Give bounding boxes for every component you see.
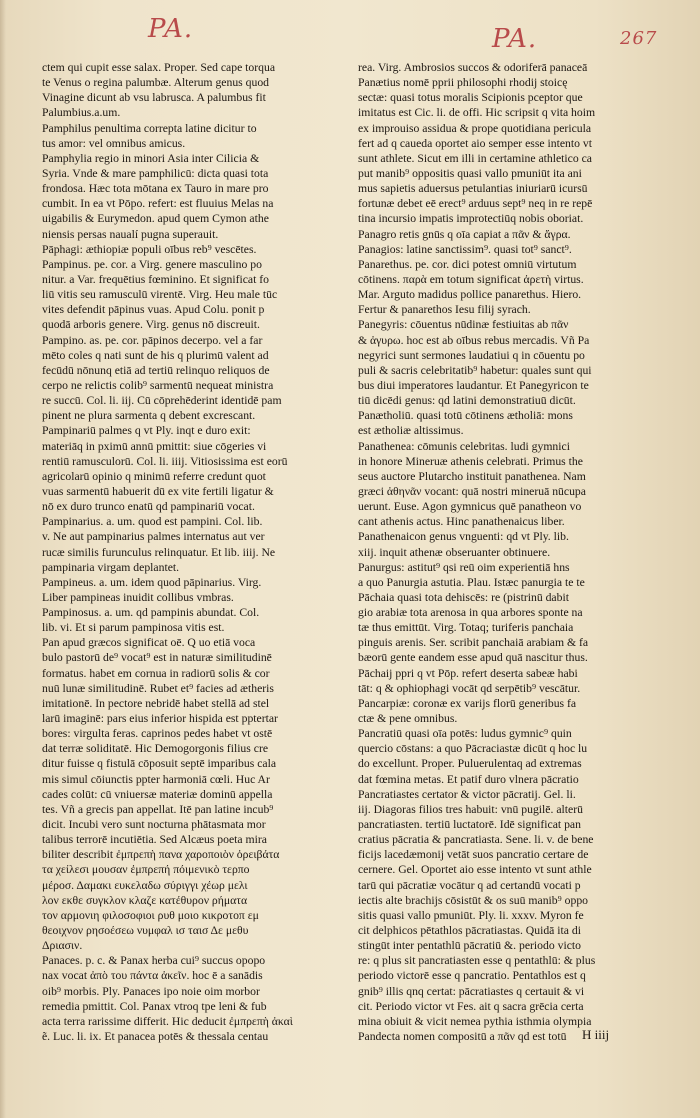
text-line: vites defendit pāpinus vuas. Apud Colu. ponit p [42, 303, 265, 317]
text-line: do excellunt. Proper. Puluerulentaq ad extremas [358, 757, 582, 771]
text-line: Δριασιν. [42, 939, 83, 953]
text-line: agricolarū opinio q minimū referre credunt quot [42, 469, 266, 483]
text-line: fert ad q caueda oportet aio semper esse intento vt [358, 136, 592, 150]
text-line: periodo victorē esse q pancratio. Pentathlos est q [358, 969, 586, 983]
text-line: puli & sacris celebritatib⁹ habetur: quales sunt qui [358, 363, 592, 377]
text-line: tina incursio impatis improtectiūq nobis oboriat. [358, 212, 584, 226]
text-line: Liber pampineas inuidit collibus vmbras. [42, 590, 234, 604]
text-line: est ætholiæ altissimus. [358, 424, 464, 438]
text-line: fortunæ debet eē erect⁹ arduus sept⁹ neq in re repē [358, 197, 593, 211]
text-line: Panagro retis gnūs q oīa capiat a πᾶν & ἄγρα. [358, 227, 571, 241]
text-line: rea. Virg. Ambrosios succos & odoriferā panaceā [358, 61, 588, 74]
text-line: bus diui imperatores laudantur. Et Panegyricon te [358, 378, 589, 392]
text-line: mina obiuit & vicit nemea pythia isthmia olympia [358, 1014, 592, 1028]
text-line: mēto coles q nati sunt de his q plurimū valent ad [42, 348, 269, 362]
text-line: larū imaginē: pars eius inferior hispida est pptertar [42, 712, 278, 726]
text-line: materiāq in pximū annū pmittit: siue cōgeries vi [42, 439, 267, 453]
text-line: mis simul cōiunctis ppter harmoniā cœli. Huc Ar [42, 772, 270, 786]
text-line: Pandecta nomen compositū a πᾶν qd est totū [358, 1030, 567, 1043]
text-line: cit. Periodo victor vt Fes. ait q sacra grēcia certa [358, 999, 584, 1013]
text-line: bores: virgulta feras. caprinos pedes habet vt ostē [42, 727, 273, 741]
text-line: Pampinariū palmes q vt Ply. inqt e duro exit: [42, 424, 251, 438]
text-line: ex improuiso assidua & prope quotidiana pericula [358, 121, 592, 135]
text-line: mus sapietis aduersus petulantias iniuriarū icursū [358, 182, 588, 196]
text-line: Fertur & panarethos Iesu filij syrach. [358, 303, 531, 317]
text-line: put manib⁹ oppositis quasi vallo pmuniūt ita ani [358, 166, 582, 180]
text-line: niensis persas naualí pugna superauit. [42, 227, 219, 241]
text-line: τα χείλεσι μουσαν ἐμπρεπή πόιμενικὸ τερπο [42, 863, 250, 877]
text-line: Pamphylia regio in minori Asia inter Cilicia & [42, 151, 260, 165]
text-line: Pāchaij ppri q vt Pōp. refert deserta sabeæ habi [358, 666, 578, 680]
text-line: imitatus est Cic. li. de offi. Hic scripsit q vita hoim [358, 106, 596, 120]
text-line: gio arabiæ tota arenosa in qua arbores sponte na [358, 606, 583, 620]
text-line: Pāchaia quasi tota dehiscēs: re (pistrinū dabit [358, 590, 569, 604]
text-line: græci ἀθηνᾶν vocant: quā nostri mineruā nūcupa [358, 484, 586, 498]
text-line: Panætholiū. quasi totū cōtinens ætholiā: mons [358, 409, 573, 423]
text-line: Pampinarius. a. um. quod est pampini. Col. lib. [42, 515, 263, 529]
text-line: Pampino. as. pe. cor. pāpinos decerpo. vel a far [42, 333, 263, 347]
text-line: Panurgus: astitut⁹ qsi reū oim experientiā hns [358, 560, 570, 574]
text-line: μέροσ. Δαμακι ευκελαδω σύριγγι χέωρ μελι [42, 878, 248, 892]
text-line: θεοιχνον ρησοέσεω νυμφαλ ισ ταισ Δε μεθυ [42, 924, 249, 938]
text-line: uerunt. Euse. Agon gymnicus quē panatheon vo [358, 500, 582, 514]
handwritten-mark-right: PA. [492, 24, 538, 54]
text-line: Pancratiū quasi oīa potēs: ludus gymnic⁹ quin [358, 727, 572, 741]
text-line: vuas sarmentū habuerit dū ex vite fertili ligatur & [42, 484, 274, 498]
text-line: Palumbius.a.um. [42, 106, 121, 120]
text-line: nō ex duro trunco enatū qd pampinariū vocat. [42, 500, 255, 514]
text-line: λον εκθε συγκλον κλαζε κατέθυρον ρήματα [42, 893, 248, 907]
text-line: rucæ similis furunculus relinquatur. Et lib. iiij. Ne [42, 545, 276, 559]
text-line: cant athenis actus. Hinc panathenaicus liber. [358, 515, 565, 529]
text-line: te Venus o regina palumbæ. Alterum genus quod [42, 76, 270, 90]
signature-mark: H iiij [582, 1027, 610, 1042]
text-line: formatus. habet em cornua in radiorū solis & cor [42, 666, 270, 680]
text-line: nitur. a Var. frequētius fœminino. Et significat fo [42, 272, 269, 286]
text-line: ficijs lacedæmonij vetāt suos pancratio certare de [358, 848, 589, 862]
text-line: dat fœmina metas. Et patif duro vlnera pācratio [358, 772, 579, 786]
text-line: iectis alte brachijs cōsistūt & os suū manib⁹ oppo [358, 893, 589, 907]
text-line: nax vocat ἀπὸ του πάντα ἀκεῖν. hoc ē a sanādis [42, 969, 263, 983]
text-line: ẽ. Luc. li. ix. Et panacea potēs & thessala centau [42, 1030, 269, 1043]
text-line: imitationē. In pectore nebridē habet stellā ad stel [42, 696, 270, 710]
text-line: bæorū gente eandem esse apud quā nascitur thus. [358, 651, 588, 665]
page-edge-left [0, 0, 6, 1118]
text-line: cumbit. In ea vt Pōpo. refert: est fluuius Melas na [42, 197, 274, 211]
text-line: Panætius nomē pprii philosophi rhodij stoicę [358, 76, 568, 90]
text-line: pancratiasten. tertiū luctatorē. Idē significat pan [358, 818, 581, 832]
text-line: pinguis arenis. Ser. scribit panchaiā arabiam & fa [358, 636, 589, 650]
text-line: tarū qui pācratiæ vocātur q ad certandū vocati p [358, 878, 581, 892]
text-line: ctæ & pene omnibus. [358, 712, 458, 726]
text-line: cerpo ne relictis colib⁹ sarmentū nequeat ministra [42, 378, 274, 392]
text-line: tæ thus emittūt. Virg. Totaq; turiferis panchaia [358, 621, 574, 635]
text-line: xiij. inquit athenæ obseruanter obtinuere. [358, 545, 551, 559]
text-line: cōtinens. παρὰ em totum significat ἀρετὴ virtus. [358, 272, 584, 286]
text-line: cratius pācratia & pancratiasta. Sene. li. v. de bene [358, 833, 594, 847]
text-line: Pancratiastes certator & victor pācratij. Gel. li. [358, 787, 576, 801]
text-line: Pampineus. a. um. idem quod pāpinarius. Virg. [42, 575, 262, 589]
text-line: cit delphicos pētathlos pācratiastas. Quidā ita di [358, 924, 581, 938]
text-line: dat terræ soliditatē. Hic Demogorgonis filius cre [42, 742, 269, 756]
text-line: nuū lunæ similitudinē. Rubet et⁹ facies ad ætheris [42, 681, 274, 695]
text-line: gnib⁹ illis qnq certat: pācratiastes q certauit & vi [358, 984, 585, 998]
text-line: τον αρμονιη φιλοσοφιοι ρυθ μοιο κικροτοπ εμ [42, 908, 259, 922]
text-line: Mar. Arguto madidus pollice panarethus. Hiero. [358, 288, 582, 302]
text-line: Pampinosus. a. um. qd pampinis abundat. Col. [42, 606, 260, 620]
text-line: Pampinus. pe. cor. a Virg. genere masculino po [42, 257, 262, 271]
text-line: re: q plus sit pancratiasten esse q pentathlū: & plus [358, 954, 596, 968]
text-line: pampinaria virgam deplantet. [42, 560, 180, 574]
text-line: biliter describit ἐμπρεπὴ πανα χαροποιὸν ὀρειβάτα [42, 848, 280, 862]
handwritten-folio-number: 267 [620, 28, 658, 49]
text-column-left [42, 60, 344, 1044]
text-line: fecūdū nōnunq etiā ad tertiū relinquo reliquos de [42, 363, 270, 377]
text-line: tāt: q & ophiophagi vocāt qd serpētib⁹ vescātur. [358, 681, 581, 695]
text-line: & ἀγυρω. hoc est ab oībus rebus mercadis. Vñ Pa [358, 333, 590, 347]
text-line: Pancarpiæ: coronæ ex varijs florū generibus fa [358, 696, 577, 710]
text-line: re succū. Col. li. iij. Cū cōprehēderint identidē pam [42, 394, 282, 408]
text-line: rentiū ramusculorū. Col. li. iiij. Vitiosissima est eorū [42, 454, 288, 468]
text-line: Vinagine dicunt ab vsu labrusca. A palumbus fit [42, 91, 266, 105]
text-line: talibus terrorē incutiētia. Sed Alcæus poeta mira [42, 833, 267, 847]
text-column-right [358, 60, 662, 1044]
text-line: liū vitis seu ramusculū virentē. Virg. Heu male tūc [42, 288, 278, 302]
text-line: remedia pmittit. Col. Panax vtroq tpe leni & fub [42, 999, 267, 1013]
text-line: cernere. Gel. Oportet aio esse intento vt sunt athle [358, 863, 592, 877]
text-line: Pāphagi: æthiopiæ populi oībus reb⁹ vescētes. [42, 242, 257, 256]
text-line: quodā arboris genere. Virg. genus nō discreuit. [42, 318, 260, 332]
text-line: ditur fuisse q fistulā cōposuit septē imparibus cala [42, 757, 277, 771]
text-line: dicit. Incubi vero sunt nocturna phātasmata mor [42, 818, 266, 832]
text-line: Panathenea: cōmunis celebritas. ludi gymnici [358, 439, 570, 453]
text-line: Panaces. p. c. & Panax herba cui⁹ succus opopo [42, 954, 266, 968]
text-line: pinent ne plura sarmenta q debent excrescant. [42, 409, 256, 423]
text-line: lib. vi. Et si parum pampinosa vitis est. [42, 621, 225, 635]
text-line: Panarethus. pe. cor. dici potest omniū virtutum [358, 257, 577, 271]
text-line: seus auctore Plutarcho instituit panathenea. Nam [358, 469, 586, 483]
text-line: iij. Diagoras filios tres habuit: vnū pugilē. alterū [358, 802, 583, 816]
text-line: Panathenaicon genus vnguenti: qd vt Ply. lib. [358, 530, 569, 544]
text-line: in honore Mineruæ athenis celebrati. Primus the [358, 454, 583, 468]
text-line: Pan apud græcos significat oē. Q uo etiā voca [42, 636, 256, 650]
text-line: sitis quasi vallo pmuniūt. Ply. li. xxxv. Myron fe [358, 908, 584, 922]
text-line: bulo pastorū de⁹ vocat⁹ est in naturæ similitudinē [42, 651, 272, 665]
handwritten-mark-left: PA. [148, 14, 194, 44]
text-line: Pamphilus penultima correpta latine dicitur to [42, 121, 257, 135]
text-line: Panegyris: cōuentus nūdinæ festiuitas ab πᾶν [358, 318, 569, 332]
text-line: Panagios: latine sanctissim⁹. quasi tot⁹ sanct⁹. [358, 242, 572, 256]
text-line: frondosa. Hæc tota mōtana ex Tauro in mare pro [42, 182, 269, 196]
text-line: tiū dicēdi genus: qd latini demonstratiuū dicūt. [358, 394, 576, 408]
text-line: uigabilis & Eurymedon. apud quem Cymon athe [42, 212, 269, 226]
text-line: oib⁹ morbis. Ply. Panaces ipo noie oim morbor [42, 984, 260, 998]
text-line: tus amor: vel omnibus amicus. [42, 136, 186, 150]
text-line: quercio cōstans: a quo Pācraciastæ dicūt q hoc lu [358, 742, 588, 756]
text-line: acta terra rarissime differit. Hic deducit ἐμπρεπὴ ἀκαὶ [42, 1014, 293, 1028]
text-line: sunt athlete. Sicut em illi in certamine athletico ca [358, 151, 592, 165]
text-line: tes. Vñ a grecis pan appellat. Itē pan latine incub⁹ [42, 802, 274, 816]
text-line: Syria. Vnde & mare pamphilicū: dicta quasi tota [42, 166, 269, 180]
text-line: stingūt inter pentathlū pācratiū &. periodo victo [358, 939, 581, 953]
text-line: a quo Panurgia astutia. Plau. Istæc panurgia te te [358, 575, 585, 589]
text-line: negyrici sunt sermones laudatiui q in cōuentu po [358, 348, 585, 362]
text-line: cades colūt: cū vniuersæ materiæ dominū appella [42, 787, 273, 801]
text-line: v. Ne aut pampinarius palmes internatus aut ver [42, 530, 265, 544]
text-line: ctem qui cupit esse salax. Proper. Sed cape torqua [42, 61, 276, 74]
text-line: sectæ: quasi totus moralis Scipionis pceptor que [358, 91, 583, 105]
